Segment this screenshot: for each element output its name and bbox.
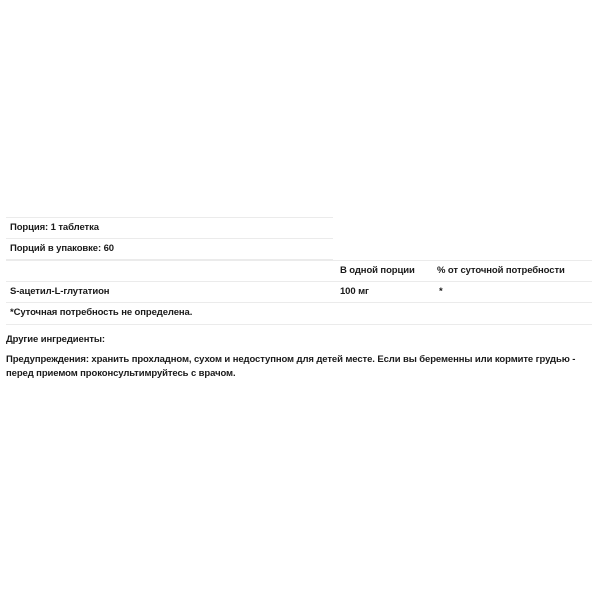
divider	[6, 302, 592, 303]
divider	[6, 324, 592, 325]
ingredient-amount: 100 мг	[340, 286, 369, 297]
other-ingredients-label: Другие ингредиенты:	[6, 334, 105, 345]
divider	[6, 238, 333, 239]
table-top-border	[6, 260, 592, 261]
column-header-daily-value: % от суточной потребности	[437, 265, 565, 276]
ingredient-name: S-ацетил-L-глутатион	[10, 286, 110, 297]
warnings-text	[6, 353, 598, 381]
divider	[6, 281, 592, 282]
servings-per-container: Порций в упаковке: 60	[10, 243, 114, 254]
warnings-line-1: Предупреждения: хранить прохладном, сухом и недоступном для детей месте. Если вы беременны или кормите грудью -	[6, 354, 576, 365]
column-header-per-serving: В одной порции	[340, 265, 415, 276]
divider	[6, 217, 333, 218]
warnings-line-2: перед приемом проконсультимруйтесь с врачом.	[6, 368, 236, 379]
ingredient-daily-value: *	[439, 286, 443, 297]
table-footnote: *Суточная потребность не определена.	[10, 307, 193, 318]
serving-size: Порция: 1 таблетка	[10, 222, 99, 233]
